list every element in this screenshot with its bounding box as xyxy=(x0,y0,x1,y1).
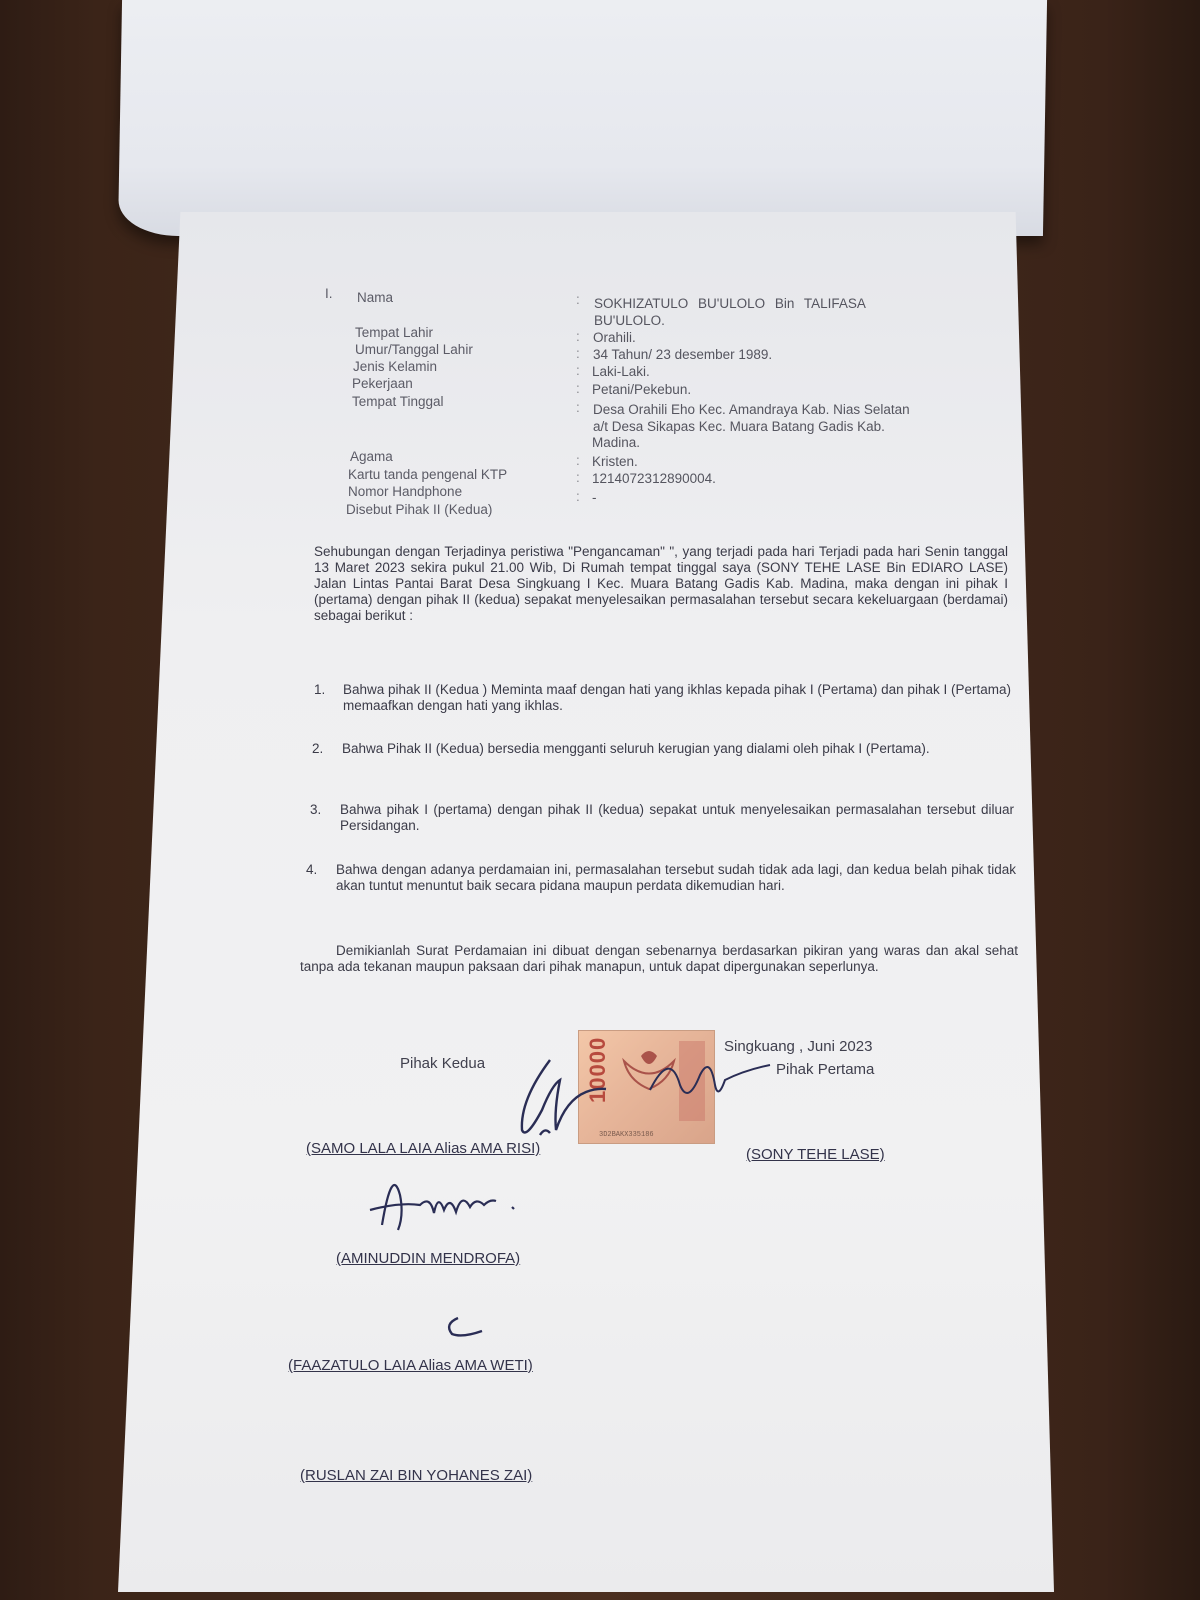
signatory-name: (AMINUDDIN MENDROFA) xyxy=(336,1250,521,1267)
agreement-item-text: Bahwa pihak II (Kedua ) Meminta maaf dengan hati yang ikhlas kepada pihak I (Pertama) dan pihak I (Pertama) memaafkan dengan hati yang ikhlas. xyxy=(343,682,1011,713)
label-umur: Umur/Tanggal Lahir xyxy=(355,342,473,357)
value-agama: Kristen. xyxy=(592,454,638,469)
agreement-item-number: 3. xyxy=(310,802,322,817)
agreement-item-number: 2. xyxy=(312,741,324,756)
signature-party-one xyxy=(640,1040,780,1120)
colon: : xyxy=(576,400,580,415)
label-pekerjaan: Pekerjaan xyxy=(352,376,413,391)
signature-witness-2 xyxy=(440,1310,500,1340)
colon: : xyxy=(576,470,580,485)
signature-witness-1 xyxy=(362,1165,522,1245)
stamp-value: 10000 xyxy=(585,1036,610,1103)
agreement-item-text: Bahwa Pihak II (Kedua) bersedia mengganti seluruh kerugian yang dialami oleh pihak I (Pertama). xyxy=(342,741,930,756)
agreement-item-text: Bahwa dengan adanya perdamaian ini, permasalahan tersebut sudah tidak ada lagi, dan kedua belah pihak tidak akan tuntut menuntut baik secara pidana maupun perdata dikemudian hari. xyxy=(336,862,1016,893)
signatory-name: (SAMO LALA LAIA Alias AMA RISI) xyxy=(306,1140,541,1157)
party-one-label: Pihak Pertama xyxy=(776,1061,875,1078)
label-jenis-kelamin: Jenis Kelamin xyxy=(353,359,438,374)
value-nama-cont: BU'ULOLO. xyxy=(594,313,665,328)
value-handphone: - xyxy=(592,490,597,505)
agreement-item-text: Bahwa pihak I (pertama) dengan pihak II (kedua) sepakat untuk menyelesaikan permasalahan tersebut diluar Persidangan. xyxy=(340,802,1014,833)
value-tempat-tinggal: Desa Orahili Eho Kec. Amandraya Kab. Nias Selatan xyxy=(593,402,910,417)
label-tempat-tinggal: Tempat Tinggal xyxy=(352,394,444,409)
label-handphone: Nomor Handphone xyxy=(348,484,463,499)
label-agama: Agama xyxy=(350,449,393,464)
item-number: I. xyxy=(325,286,333,301)
colon: : xyxy=(576,363,580,378)
party-two-label: Pihak Kedua xyxy=(400,1055,486,1072)
value-nama: SOKHIZATULO BU'ULOLO Bin TALIFASA xyxy=(594,296,866,311)
value-umur: 34 Tahun/ 23 desember 1989. xyxy=(593,347,773,362)
value-tempat-tinggal-cont2: Madina. xyxy=(592,435,641,450)
stamp-code: 3D2BAKX335186 xyxy=(599,1131,654,1139)
label-nama: Nama xyxy=(357,290,394,305)
value-jenis-kelamin: Laki-Laki. xyxy=(592,364,650,379)
closing-paragraph: Demikianlah Surat Perdamaian ini dibuat dengan sebenarnya berdasarkan pikiran yang waras dan akal sehat tanpa ada tekanan maupun paksaan dari pihak manapun, untuk dapat dipergunakan seperlunya. xyxy=(300,943,1018,974)
signatory-name: (RUSLAN ZAI BIN YOHANES ZAI) xyxy=(300,1467,533,1484)
label-tempat-lahir: Tempat Lahir xyxy=(355,325,434,340)
agreement-item-number: 1. xyxy=(314,682,326,697)
signatory-name: (FAAZATULO LAIA Alias AMA WETI) xyxy=(288,1357,533,1374)
value-tempat-tinggal-cont: a/t Desa Sikapas Kec. Muara Batang Gadis Kab. xyxy=(593,419,885,434)
value-tempat-lahir: Orahili. xyxy=(593,330,636,345)
colon: : xyxy=(576,329,580,344)
label-pihak-kedua: Disebut Pihak II (Kedua) xyxy=(346,502,493,517)
agreement-item-number: 4. xyxy=(306,862,318,877)
colon: : xyxy=(576,292,580,307)
place-date: Singkuang , Juni 2023 xyxy=(724,1038,873,1055)
value-ktp: 1214072312890004. xyxy=(592,471,716,486)
signatory-name: (SONY TEHE LASE) xyxy=(746,1146,885,1163)
label-ktp: Kartu tanda pengenal KTP xyxy=(348,467,508,482)
intro-paragraph: Sehubungan dengan Terjadinya peristiwa "Pengancaman" ", yang terjadi pada hari Terjadi pada hari Senin tanggal 13 Maret 2023 sekira pukul 21.00 Wib, Di Rumah tempat tinggal saya (SONY TEHE LASE Bin EDIARO LASE) Jalan Lintas Pantai Barat Desa Singkuang I Kec. Muara Batang Gadis Kab. Madina, maka dengan ini pihak I (pertama) dengan pihak II (kedua) sepakat menyelesaikan permasalahan tersebut secara kekeluargaan (berdamai) sebagai berikut : xyxy=(314,544,1008,623)
colon: : xyxy=(576,453,580,468)
colon: : xyxy=(576,489,580,504)
colon: : xyxy=(576,346,580,361)
colon: : xyxy=(576,381,580,396)
value-pekerjaan: Petani/Pekebun. xyxy=(592,382,692,397)
